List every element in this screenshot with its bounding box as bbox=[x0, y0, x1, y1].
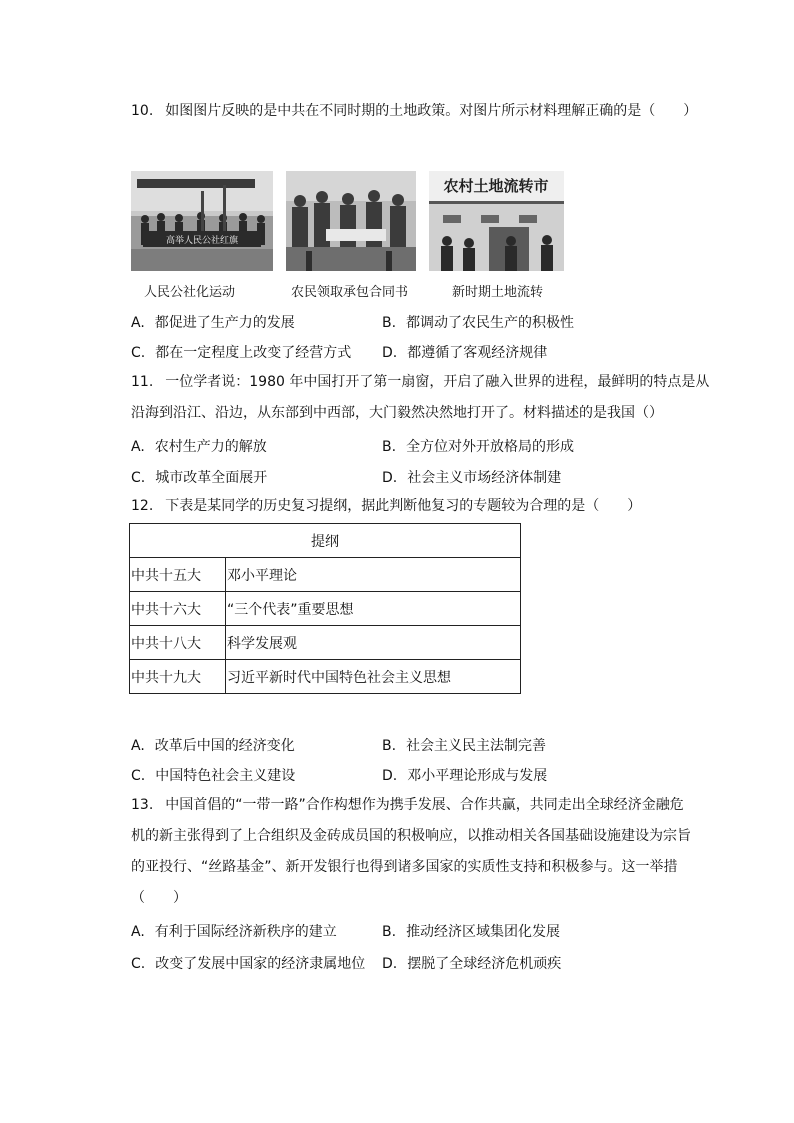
topic-cell: “三个代表”重要思想 bbox=[226, 592, 521, 626]
q13-stem: 13. 中国首倡的“一带一路”合作构想作为携手发展、合作共赢，共同走出全球经济金融危 机的新主张得到了上合组织及金砖成员国的积极响应，以推动相关各国基础设施建设为宗旨 的亚投行、“丝路基金”、新开发银行也得到诸多国家的实质性支持和积极参与。这一举措 （ ） bbox=[131, 790, 691, 914]
q11-option-d: D. 社会主义市场经济体制建 bbox=[382, 470, 562, 486]
q12-option-c: C. 中国特色社会主义建设 bbox=[131, 768, 296, 784]
table-row bbox=[130, 626, 521, 660]
q11-option-c: C. 城市改革全面展开 bbox=[131, 470, 268, 486]
q10-option-b: B. 都调动了农民生产的积极性 bbox=[382, 315, 575, 331]
commune-banner-text: 高举人民公社红旗 bbox=[165, 236, 239, 246]
table-row bbox=[130, 592, 521, 626]
q13-option-b: B. 推动经济区域集团化发展 bbox=[382, 924, 561, 940]
q13-option-a: A. 有利于国际经济新秩序的建立 bbox=[131, 924, 337, 940]
q10-option-c: C. 都在一定程度上改变了经营方式 bbox=[131, 345, 352, 361]
q12-option-a: A. 改革后中国的经济变化 bbox=[131, 738, 295, 754]
outline-table bbox=[129, 523, 521, 694]
q10-stem bbox=[131, 96, 697, 127]
q10-number: 10. bbox=[131, 103, 154, 119]
photo-caption-1: 人民公社化运动 bbox=[144, 285, 236, 300]
topic-cell: 邓小平理论 bbox=[226, 558, 521, 592]
q13-option-d: D. 摆脱了全球经济危机顽疾 bbox=[382, 956, 562, 972]
q11-number: 11. bbox=[131, 374, 154, 390]
outline-header: 提纲 bbox=[130, 524, 521, 558]
q10-option-a: A. 都促进了生产力的发展 bbox=[131, 315, 295, 331]
q12-stem: 12. 下表是某同学的历史复习提纲，据此判断他复习的专题较为合理的是（ ） bbox=[131, 498, 642, 514]
q12-option-b: B. 社会主义民主法制完善 bbox=[382, 738, 547, 754]
congress-cell: 中共十八大 bbox=[130, 626, 226, 660]
congress-cell: 中共十五大 bbox=[130, 558, 226, 592]
q11-stem: 11. 一位学者说：1980 年中国打开了第一扇窗，开启了融入世界的进程，最鲜明的特点是从 沿海到沿江、沿边，从东部到中西部，大门毅然决然地打开了。材料描述的是我国（） bbox=[131, 367, 709, 429]
land-market-photo bbox=[429, 171, 564, 271]
q13-option-c: C. 改变了发展中国家的经济隶属地位 bbox=[131, 956, 366, 972]
congress-cell: 中共十九大 bbox=[130, 660, 226, 694]
q10-option-d: D. 都遵循了客观经济规律 bbox=[382, 345, 548, 361]
contract-signing-photo bbox=[286, 171, 416, 271]
q10-stem-text: 如图图片反映的是中共在不同时期的土地政策。对图片所示材料理解正确的是（ ） bbox=[165, 103, 698, 119]
table-row bbox=[130, 660, 521, 694]
topic-cell: 科学发展观 bbox=[226, 626, 521, 660]
q13-stem-line4: （ ） bbox=[131, 890, 187, 906]
q12-number: 12. bbox=[131, 498, 154, 514]
q13-stem-line2: 机的新主张得到了上合组织及金砖成员国的积极响应，以推动相关各国基础设施建设为宗旨 bbox=[131, 828, 691, 844]
q11-option-a: A. 农村生产力的解放 bbox=[131, 439, 267, 455]
outline-header-row bbox=[130, 524, 521, 558]
photo-caption-2: 农民领取承包合同书 bbox=[291, 285, 409, 300]
congress-cell: 中共十六大 bbox=[130, 592, 226, 626]
land-market-sign-text: 农村土地流转市 bbox=[443, 177, 549, 195]
q13-stem-line3: 的亚投行、“丝路基金”、新开发银行也得到诸多国家的实质性支持和积极参与。这一举措 bbox=[131, 859, 678, 875]
q11-option-b: B. 全方位对外开放格局的形成 bbox=[382, 439, 575, 455]
q11-stem-line2: 沿海到沿江、沿边，从东部到中西部，大门毅然决然地打开了。材料描述的是我国（） bbox=[131, 405, 663, 421]
q13-number: 13. bbox=[131, 797, 154, 813]
topic-cell: 习近平新时代中国特色社会主义思想 bbox=[226, 660, 521, 694]
photo-caption-3: 新时期土地流转 bbox=[452, 285, 544, 300]
q12-option-d: D. 邓小平理论形成与发展 bbox=[382, 768, 548, 784]
commune-parade-photo bbox=[131, 171, 273, 271]
table-row bbox=[130, 558, 521, 592]
